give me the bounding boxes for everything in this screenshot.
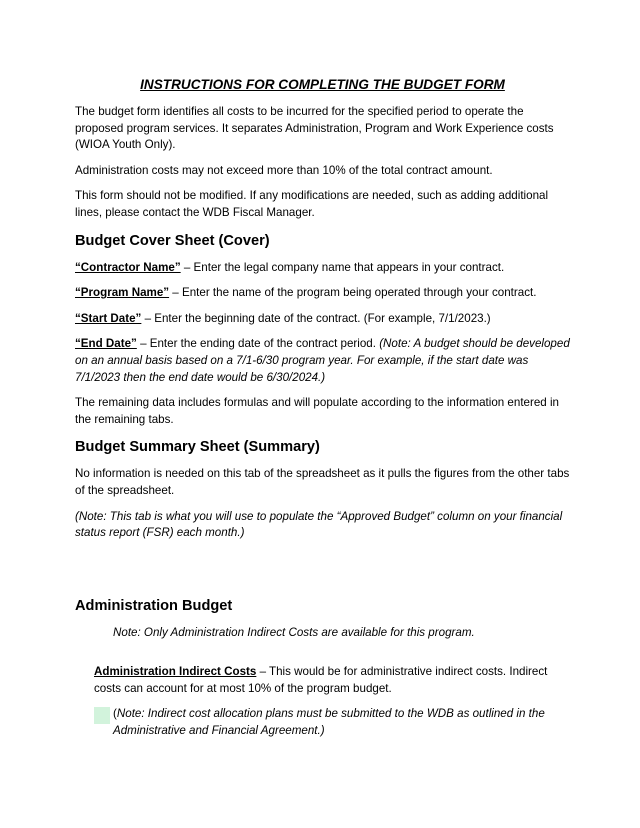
start-date-term: “Start Date” [75,311,142,325]
document-body [75,76,570,740]
end-date-note: (Note: A budget should be developed on an annual basis based on a 7/1-6/30 program year. For example, if the start date was 7/1/2023 then the end date would be 6/30/2024.) [75,337,570,384]
end-date-term: “End Date” [75,337,137,351]
admin-sub-spacer [75,650,570,664]
admin-indirect-term: Administration Indirect Costs [94,665,257,679]
document-title: INSTRUCTIONS FOR COMPLETING THE BUDGET FORM [140,77,505,92]
end-date-instruction [75,336,570,386]
contractor-name-term: “Contractor Name” [75,260,181,274]
admin-note: Note: Only Administration Indirect Costs are available for this program. [113,625,475,639]
cover-heading: Budget Cover Sheet (Cover) [75,232,270,249]
highlight-marker [94,707,110,724]
section-spacer [75,551,570,587]
intro-paragraph-1: The budget form identifies all costs to be incurred for the specified period to operate the proposed program services. It separates Administration, Program and Work Experience costs (WIOA Youth Only). [75,105,554,152]
summary-note: (Note: This tab is what you will use to populate the “Approved Budget” column on your financial status report (FSR) each month.) [75,509,563,540]
program-name-text: – Enter the name of the program being operated through your contract. [169,286,537,300]
contractor-name-text: – Enter the legal company name that appears in your contract. [180,260,505,274]
indirect-note-text [113,706,570,739]
remaining-data-paragraph: The remaining data includes formulas and will populate according to the information entered in the remaining tabs. [75,396,559,426]
indirect-note-paren: ( [113,707,117,721]
intro-paragraph-3: This form should not be modified. If any modifications are needed, such as adding additional lines, please contact the WDB Fiscal Manager. [75,189,549,219]
admin-heading: Administration Budget [75,597,233,614]
summary-heading: Budget Summary Sheet (Summary) [75,439,320,456]
indirect-note: Note: Indirect cost allocation plans must be submitted to the WDB as outlined in the Administrative and Financial Agreement.) [113,707,545,738]
admin-indirect-instruction [94,664,570,697]
start-date-text: – Enter the beginning date of the contract. (For example, 7/1/2023.) [141,311,491,325]
admin-indirect-text: – This would be for administrative indirect costs. Indirect costs can account for at most 10% of the program budget. [94,665,548,695]
start-date-instruction [75,311,570,328]
intro-paragraph-2: Administration costs may not exceed more than 10% of the total contract amount. [75,163,493,177]
indirect-note-row [94,706,570,739]
contractor-name-instruction [75,260,570,277]
summary-paragraph: No information is needed on this tab of the spreadsheet as it pulls the figures from the other tabs of the spreadsheet. [75,467,570,497]
program-name-term: “Program Name” [75,286,170,300]
program-name-instruction [75,285,570,302]
end-date-text: – Enter the ending date of the contract period. [136,337,380,351]
